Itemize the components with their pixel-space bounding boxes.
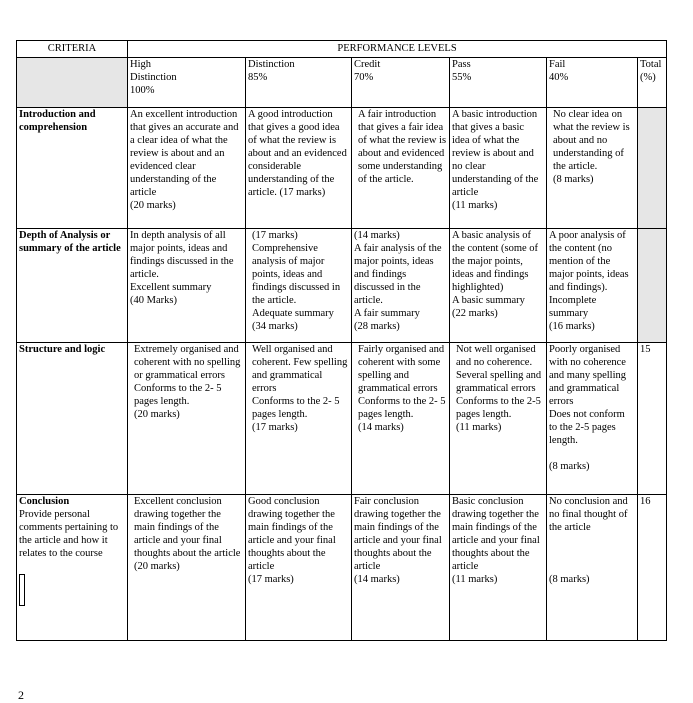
intro-credit: A fair introduction that gives a fair idea of what the review is about and evidenced some understanding of the article. — [352, 108, 450, 229]
depth-total — [638, 229, 667, 343]
row-structure — [17, 343, 667, 495]
blank-box — [19, 574, 25, 606]
structure-fail: Poorly organised with no coherence and many spelling and grammatical errors Does not conform to the 2-5 pages length. (8 marks) — [547, 343, 638, 495]
depth-credit: (14 marks) A fair analysis of the major points, ideas and findings discussed in the article. A fair summary (28 marks) — [352, 229, 450, 343]
structure-total: 15 — [638, 343, 667, 495]
intro-distinction: A good introduction that gives a good idea of what the review is about and an evidenced considerable understanding of the article. (17 marks) — [246, 108, 352, 229]
criteria-blank-cell — [17, 58, 128, 108]
conclusion-pass: Basic conclusion drawing together the main findings of the article and your final thoughts about the article (11 marks) — [450, 495, 547, 641]
intro-total — [638, 108, 667, 229]
page-footer-mark: 2 — [18, 688, 24, 702]
depth-fail: A poor analysis of the content (no mention of the major points, ideas and findings). Incomplete summary (16 marks) — [547, 229, 638, 343]
depth-hd: In depth analysis of all major points, ideas and findings discussed in the article. Excellent summary (40 Marks) — [128, 229, 246, 343]
conclusion-total: 16 — [638, 495, 667, 641]
level-total: Total (%) — [638, 58, 667, 108]
performance-levels-header: PERFORMANCE LEVELS — [128, 41, 667, 58]
conclusion-hd: Excellent conclusion drawing together the main findings of the article and your final thoughts about the article (20 marks) — [128, 495, 246, 641]
level-distinction: Distinction 85% — [246, 58, 352, 108]
intro-fail: No clear idea on what the review is about and no understanding of the article. (8 marks) — [547, 108, 638, 229]
criterion-conclusion — [17, 495, 128, 641]
criterion-introduction: Introduction and comprehension — [17, 108, 128, 229]
depth-pass: A basic analysis of the content (some of the major points, ideas and findings highlighted) A basic summary (22 marks) — [450, 229, 547, 343]
levels-row — [17, 58, 667, 108]
criterion-conclusion-desc: Provide personal comments pertaining to the article and how it relates to the course — [19, 509, 119, 559]
structure-credit: Fairly organised and coherent with some spelling and grammatical errors Conforms to the 2- 5 pages length. (14 marks) — [352, 343, 450, 495]
criterion-depth: Depth of Analysis or summary of the article — [17, 229, 128, 343]
rubric-table — [16, 40, 667, 641]
depth-credit-carryover: (14 marks) — [354, 230, 400, 241]
level-high-distinction: High Distinction 100% — [128, 58, 246, 108]
row-conclusion — [17, 495, 667, 641]
row-introduction — [17, 108, 667, 229]
header-row — [17, 41, 667, 58]
conclusion-credit: Fair conclusion drawing together the main findings of the article and your final thoughts about the article (14 marks) — [352, 495, 450, 641]
depth-distinction: (17 marks) Comprehensive analysis of major points, ideas and findings discussed in the article. Adequate summary (34 marks) — [246, 229, 352, 343]
level-pass: Pass 55% — [450, 58, 547, 108]
depth-distinction-carryover: (17 marks) — [252, 230, 298, 241]
criteria-header: CRITERIA — [17, 41, 128, 58]
conclusion-fail: No conclusion and no final thought of the article (8 marks) — [547, 495, 638, 641]
level-credit: Credit 70% — [352, 58, 450, 108]
conclusion-distinction: Good conclusion drawing together the main findings of the article and your final thoughts about the article (17 marks) — [246, 495, 352, 641]
structure-hd: Extremely organised and coherent with no spelling or grammatical errors Conforms to the 2- 5 pages length. (20 marks) — [128, 343, 246, 495]
intro-pass: A basic introduction that gives a basic idea of what the review is about and no clear understanding of the article (11 marks) — [450, 108, 547, 229]
structure-distinction: Well organised and coherent. Few spelling and grammatical errors Conforms to the 2- 5 pages length. (17 marks) — [246, 343, 352, 495]
criterion-structure: Structure and logic — [17, 343, 128, 495]
level-fail: Fail 40% — [547, 58, 638, 108]
criterion-conclusion-title: Conclusion — [19, 496, 70, 507]
structure-pass: Not well organised and no coherence. Several spelling and grammatical errors Conforms to the 2-5 pages length. (11 marks) — [450, 343, 547, 495]
intro-hd: An excellent introduction that gives an accurate and a clear idea of what the review is about and an evidenced clear understanding of the article (20 marks) — [128, 108, 246, 229]
row-depth — [17, 229, 667, 343]
